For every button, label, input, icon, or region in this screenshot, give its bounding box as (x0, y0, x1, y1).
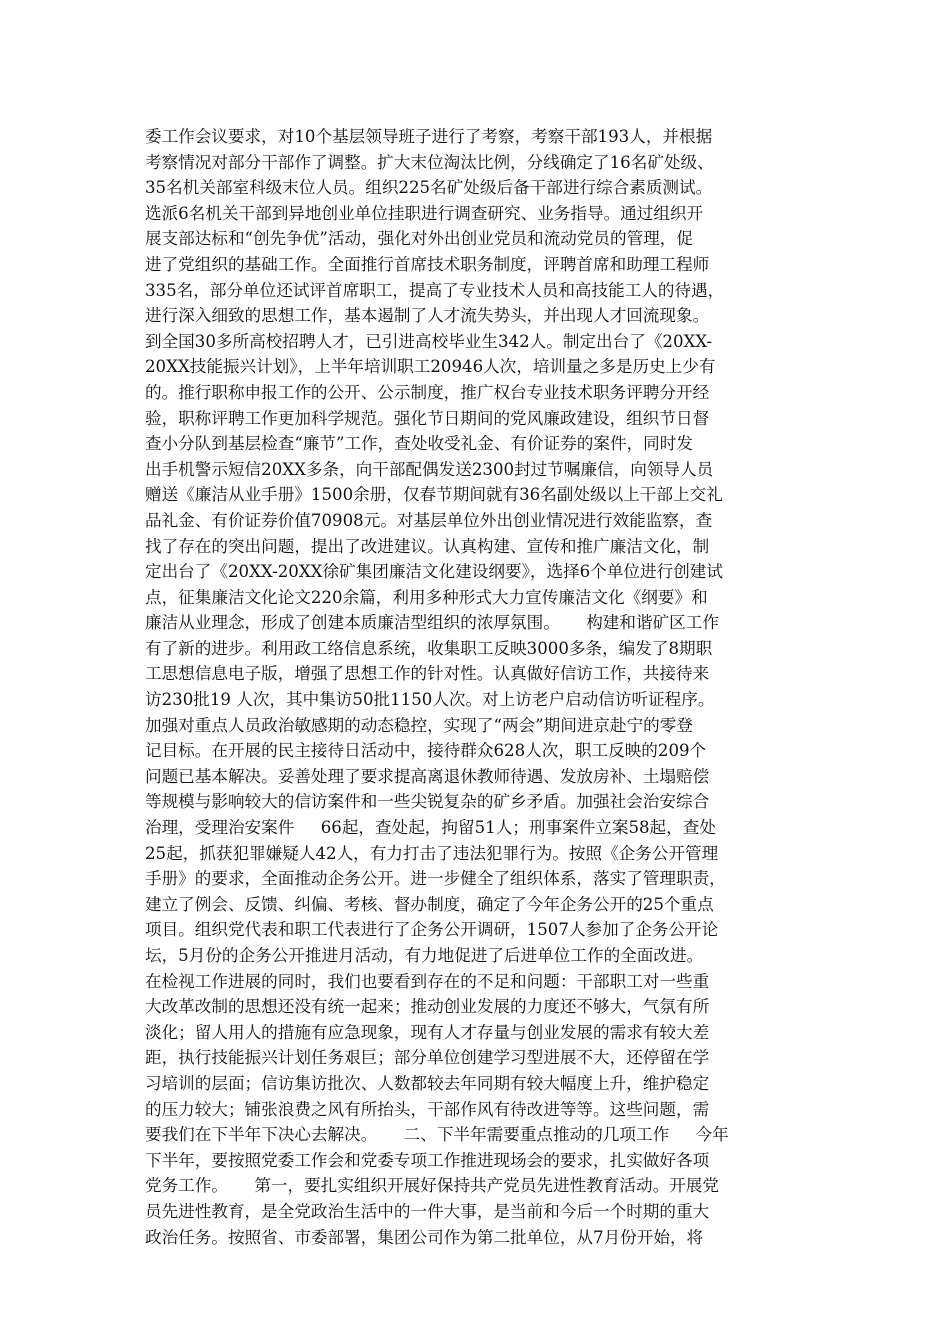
text-line: 选派6名机关干部到异地创业单位挂职进行调查研究、业务指导。通过组织开 (145, 203, 704, 223)
text-line: 查小分队到基层检查“廉节”工作，查处收受礼金、有价证券的案件，同时发 (145, 434, 693, 454)
text-line: 品礼金、有价证券价值70908元。对基层单位外出创业情况进行效能监察，查 (145, 510, 713, 530)
text-line: 赠送《廉洁从业手册》1500余册，仅春节期间就有36名副处级以上干部上交礼 (145, 485, 723, 505)
text-line: 项目。组织党代表和职工代表进行了企务公开调研，1507人参加了企务公开论 (145, 920, 719, 940)
text-line: 定出台了《20XX-20XX徐矿集团廉洁文化建设纲要》，选择6个单位进行创建试 (145, 562, 723, 582)
text-line: 考察情况对部分干部作了调整。扩大末位淘汰比例，分线确定了16名矿处级、 (145, 152, 714, 172)
text-line: 廉洁从业理念，形成了创建本质廉洁型组织的浓厚氛围。 构建和谐矿区工作 (145, 613, 719, 633)
text-line: 出手机警示短信20XX多条，向干部配偶发送2300封过节嘱廉信，向领导人员 (145, 459, 714, 479)
text-line: 建立了例会、反馈、纠偏、考核、督办制度，确定了今年企务公开的25个重点 (145, 894, 714, 914)
text-line: 距，执行技能振兴计划任务艰巨；部分单位创建学习型进展不大，还停留在学 (145, 1048, 710, 1068)
text-line: 20XX技能振兴计划》，上半年培训职工20946人次，培训量之多是历史上少有 (145, 357, 716, 377)
text-line: 加强对重点人员政治敏感期的动态稳控，实现了“两会”期间进京赴宁的零登 (145, 715, 693, 735)
text-line: 党务工作。 第一，要扎实组织开展好保持共产党员先进性教育活动。开展党 (145, 1176, 719, 1196)
text-line: 进了党组织的基础工作。全面推行首席技术职务制度，评聘首席和助理工程师 (145, 254, 710, 274)
text-line: 下半年，要按照党委工作会和党委专项工作推进现场会的要求，扎实做好各项 (145, 1150, 710, 1170)
text-line: 的压力较大；铺张浪费之风有所抬头，干部作风有待改进等等。这些问题，需 (145, 1099, 710, 1119)
body-text (145, 124, 805, 1250)
text-line: 找了存在的突出问题，提出了改进建议。认真构建、宣传和推广廉洁文化，制 (145, 536, 710, 556)
text-line: 手册》的要求，全面推动企务公开。进一步健全了组织体系，落实了管理职责， (145, 869, 726, 889)
text-line: 坛，5月份的企务公开推进月活动，有力地促进了后进单位工作的全面改进。 (145, 946, 704, 965)
text-line: 25起，抓获犯罪嫌疑人42人，有力打击了违法犯罪行为。按照《企务公开管理 (145, 843, 719, 863)
text-line: 到全国30多所高校招聘人才，已引进高校毕业生342人。制定出台了《20XX- (145, 331, 713, 351)
text-line: 要我们在下半年下决心去解决。 二、下半年需要重点推动的几项工作 今年 (145, 1125, 729, 1145)
text-line: 335名，部分单位还试评首席职工，提高了专业技术人员和高技能工人的待遇， (145, 280, 725, 300)
text-line: 等规模与影响较大的信访案件和一些尖锐复杂的矿乡矛盾。加强社会治安综合 (145, 792, 710, 812)
text-line: 淡化；留人用人的措施有应急现象，现有人才存量与创业发展的需求有较大差 (145, 1022, 710, 1042)
text-line: 委工作会议要求，对10个基层领导班子进行了考察，考察干部193人，并根据 (145, 127, 713, 146)
text-line: 问题已基本解决。妥善处理了要求提高离退休教师待遇、发放房补、土塌赔偿 (145, 766, 710, 786)
text-line: 验，职称评聘工作更加科学规范。强化节日期间的党风廉政建设，组织节日督 (145, 408, 710, 428)
text-line: 访230批19 人次，其中集访50批1150人次。对上访老户启动信访听证程序。 (145, 690, 715, 710)
text-line: 35名机关部室科级末位人员。组织225名矿处级后备干部进行综合素质测试。 (145, 178, 713, 198)
text-line: 习培训的层面；信访集访批次、人数都较去年同期有较大幅度上升，维护稳定 (145, 1073, 710, 1093)
text-line: 在检视工作进展的同时，我们也要看到存在的不足和问题：干部职工对一些重 (145, 971, 710, 991)
text-line: 政治任务。按照省、市委部署，集团公司作为第二批单位，从7月份开始，将 (145, 1227, 704, 1247)
text-line: 记目标。在开展的民主接待日活动中，接待群众628人次，职工反映的209个 (145, 741, 707, 761)
text-line: 有了新的进步。利用政工络信息系统，收集职工反映3000多条，编发了8期职 (145, 638, 713, 658)
text-line: 员先进性教育，是全党政治生活中的一件大事，是当前和今后一个时期的重大 (145, 1201, 710, 1221)
text-line: 点，征集廉洁文化论文220余篇，利用多种形式大力宣传廉洁文化《纲要》和 (145, 587, 708, 607)
text-line: 进行深入细致的思想工作，基本遏制了人才流失势头，并出现人才回流现象。 (145, 306, 710, 326)
text-line: 的。推行职称申报工作的公开、公示制度，推广权台专业技术职务评聘分开经 (145, 382, 710, 402)
text-line: 大改革改制的思想还没有统一起来；推动创业发展的力度还不够大，气氛有所 (145, 997, 710, 1017)
text-line: 治理，受理治安案件 66起，查处起，拘留51人；刑事案件立案58起，查处 (145, 818, 716, 838)
text-line: 工思想信息电子版，增强了思想工作的针对性。认真做好信访工作，共接待来 (145, 664, 710, 684)
text-line: 展支部达标和“创先争优”活动，强化对外出创业党员和流动党员的管理，促 (145, 229, 693, 249)
